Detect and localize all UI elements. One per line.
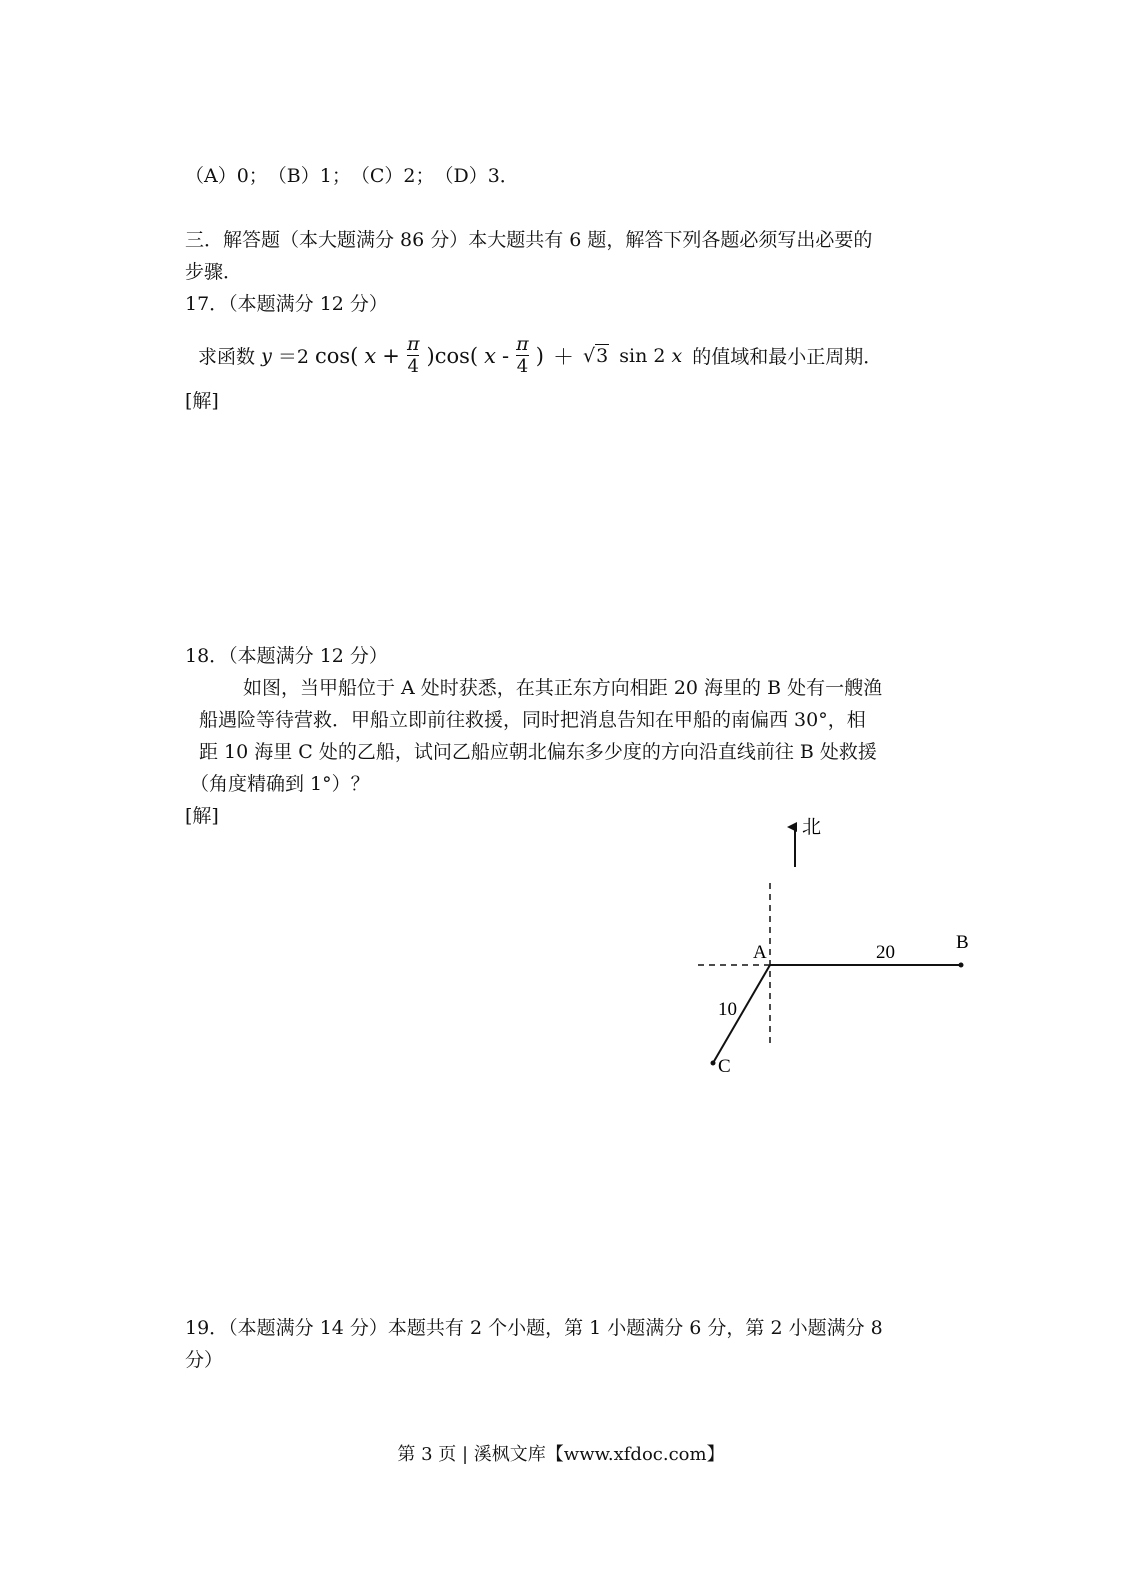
- q18-solution-label: [解]: [185, 805, 219, 827]
- minus-sign: -: [502, 343, 510, 368]
- point-c: [711, 1061, 716, 1066]
- section-heading-line-1: 三．解答题（本大题满分 86 分）本大题共有 6 题，解答下列各题必须写出必要的: [185, 229, 873, 251]
- sqrt-three: [583, 345, 609, 367]
- label-a: A: [753, 942, 767, 963]
- q18-header: 18．（本题满分 12 分）: [185, 645, 388, 667]
- section-heading-line-2: 步骤．: [185, 261, 243, 283]
- label-b: B: [956, 932, 969, 953]
- q18-text-line-4: （角度精确到 1°）？: [190, 773, 370, 795]
- close-paren: ): [535, 343, 544, 368]
- cos-open-1: cos(: [314, 343, 359, 368]
- fraction-pi-over-4-a: [407, 333, 420, 378]
- sqrt-radicand: 3: [596, 344, 609, 367]
- radical-sign: √: [583, 344, 596, 367]
- q17-header: 17．（本题满分 12 分）: [185, 293, 388, 315]
- four-denominator: 4: [407, 356, 419, 377]
- pi-numerator: π: [406, 333, 420, 355]
- multiple-choice-options: （A）0； （B）1； （C）2； （D）3．: [185, 165, 519, 187]
- north-label: 北: [802, 816, 822, 838]
- pi-numerator: π: [516, 333, 529, 355]
- navigation-diagram: [680, 805, 980, 1080]
- var-x-2: x: [484, 343, 496, 368]
- q18-text-line-2: 船遇险等待营救．甲船立即前往救援，同时把消息告知在甲船的南偏西 30°，相: [199, 709, 866, 731]
- q19-text-line-1: 19．（本题满分 14 分）本题共有 2 个小题，第 1 小题满分 6 分，第 2 小题满分 8: [185, 1317, 883, 1339]
- sin-2: sin 2: [619, 344, 666, 367]
- distance-ab-label: 20: [876, 942, 895, 963]
- var-y: y: [261, 344, 272, 367]
- q19-text-line-2: 分）: [185, 1349, 224, 1371]
- var-x-3: x: [671, 344, 683, 367]
- cos-open-2: )cos(: [426, 343, 479, 368]
- q18-text-line-3: 距 10 海里 C 处的乙船，试问乙船应朝北偏东多少度的方向沿直线前往 B 处救援: [199, 741, 877, 763]
- distance-ac-label: 10: [718, 999, 737, 1020]
- page-footer: 第 3 页 | 溪枫文库【www.xfdoc.com】: [397, 1444, 725, 1465]
- point-b: [959, 963, 964, 968]
- var-x-1: x: [364, 343, 377, 368]
- q17-solution-label: [解]: [185, 390, 219, 412]
- fraction-pi-over-4-b: [516, 333, 529, 378]
- q17-prompt: [198, 333, 882, 383]
- equals-two: ＝2: [277, 346, 309, 368]
- label-c: C: [718, 1056, 731, 1077]
- q17-prompt-suffix: 的值域和最小正周期．: [692, 346, 883, 368]
- four-denominator: 4: [516, 356, 529, 377]
- q18-text-line-1: 如图，当甲船位于 A 处时获悉，在其正东方向相距 20 海里的 B 处有一艘渔: [243, 677, 883, 699]
- plus-sign: +: [382, 343, 400, 368]
- plus-sign-large: ＋: [552, 344, 574, 369]
- q17-prompt-prefix: 求函数: [198, 346, 256, 368]
